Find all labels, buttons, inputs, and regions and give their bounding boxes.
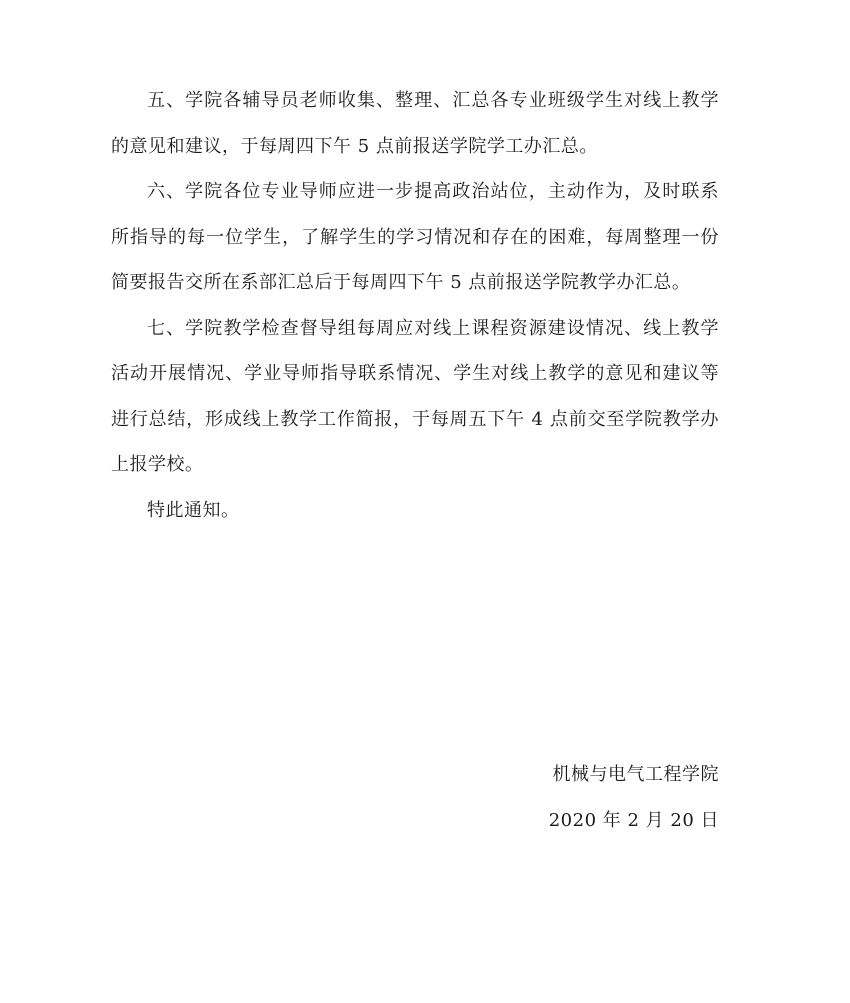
document-body (111, 78, 719, 533)
paragraph-item-5: 五、学院各辅导员老师收集、整理、汇总各专业班级学生对线上教学的意见和建议，于每周四下午 5 点前报送学院学工办汇总。 (111, 90, 719, 157)
paragraph-item-7: 七、学院教学检查督导组每周应对线上课程资源建设情况、线上教学活动开展情况、学业导师指导联系情况、学生对线上教学的意见和建议等进行总结，形成线上教学工作简报，于每周五下午 4 点前交至学院教学办上报学校。 (111, 317, 719, 475)
signature-organization: 机械与电气工程学院 (552, 764, 719, 785)
closing-statement: 特此通知。 (147, 499, 240, 521)
signature-date: 2020 年 2 月 20 日 (548, 809, 719, 831)
signature-block (419, 752, 719, 843)
paragraph-item-6: 六、学院各位专业导师应进一步提高政治站位，主动作为，及时联系所指导的每一位学生，了解学生的学习情况和存在的困难，每周整理一份简要报告交所在系部汇总后于每周四下午 5 点前报送学院教学办汇总。 (111, 181, 719, 293)
